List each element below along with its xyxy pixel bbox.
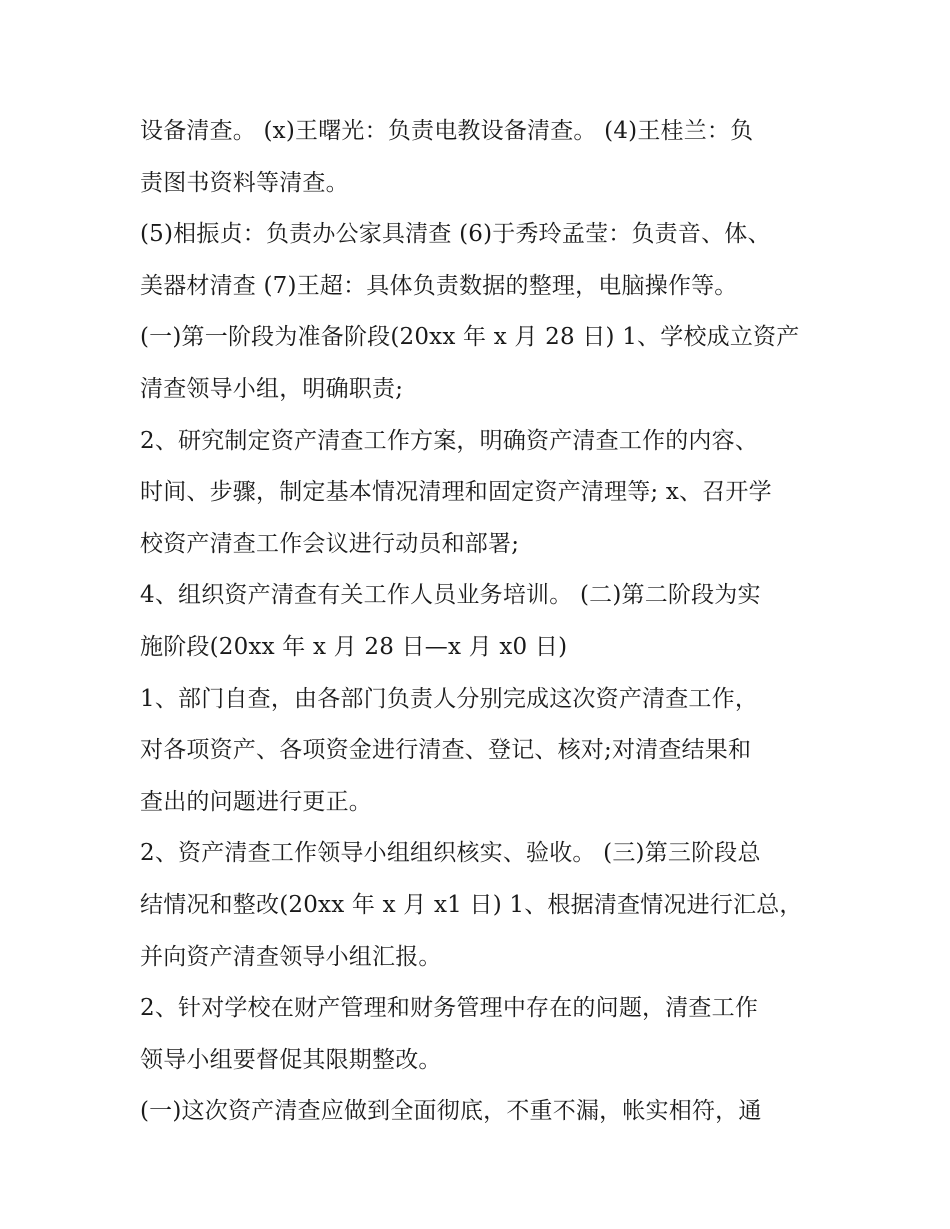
text-line: 对各项资产、各项资金进行清查、登记、核对;对清查结果和 (140, 737, 752, 764)
text-line: (5)相振贞：负责办公家具清查 (6)于秀玲孟莹：负责音、体、 (140, 221, 771, 248)
text-line: 美器材清查 (7)王超：具体负责数据的整理，电脑操作等。 (140, 272, 738, 299)
text-line: 时间、步骤，制定基本情况清理和固定资产清理等; x、召开学 (140, 479, 772, 506)
text-line: (一)这次资产清查应做到全面彻底，不重不漏，帐实相符，通 (140, 1098, 762, 1125)
text-line: 领导小组要督促其限期整改。 (140, 1046, 442, 1073)
text-line: 2、研究制定资产清查工作方案，明确资产清查工作的内容、 (140, 427, 759, 454)
text-line: 责图书资料等清查。 (140, 169, 349, 196)
text-line: 清查领导小组，明确职责; (140, 375, 404, 402)
text-line: 校资产清查工作会议进行动员和部署; (140, 530, 520, 557)
text-line: 4、组织资产清查有关工作人员业务培训。 (二)第二阶段为实 (140, 582, 761, 609)
document-body (140, 106, 820, 1138)
text-line: 结情况和整改(20xx 年 x 月 x1 日) 1、根据清查情况进行汇总， (140, 891, 803, 918)
text-line: 2、针对学校在财产管理和财务管理中存在的问题，清查工作 (140, 995, 759, 1022)
text-line: 2、资产清查工作领导小组组织核实、验收。 (三)第三阶段总 (140, 840, 761, 867)
text-line: 设备清查。 (x)王曙光：负责电教设备清查。 (4)王桂兰：负 (140, 118, 754, 144)
text-line: 查出的问题进行更正。 (140, 788, 372, 815)
text-line: (一)第一阶段为准备阶段(20xx 年 x 月 28 日) 1、学校成立资产 (140, 324, 800, 351)
text-line: 施阶段(20xx 年 x 月 28 日—x 月 x0 日) (140, 633, 568, 660)
text-line: 并向资产清查领导小组汇报。 (140, 943, 442, 970)
text-line: 1、部门自查，由各部门负责人分别完成这次资产清查工作， (140, 685, 759, 712)
